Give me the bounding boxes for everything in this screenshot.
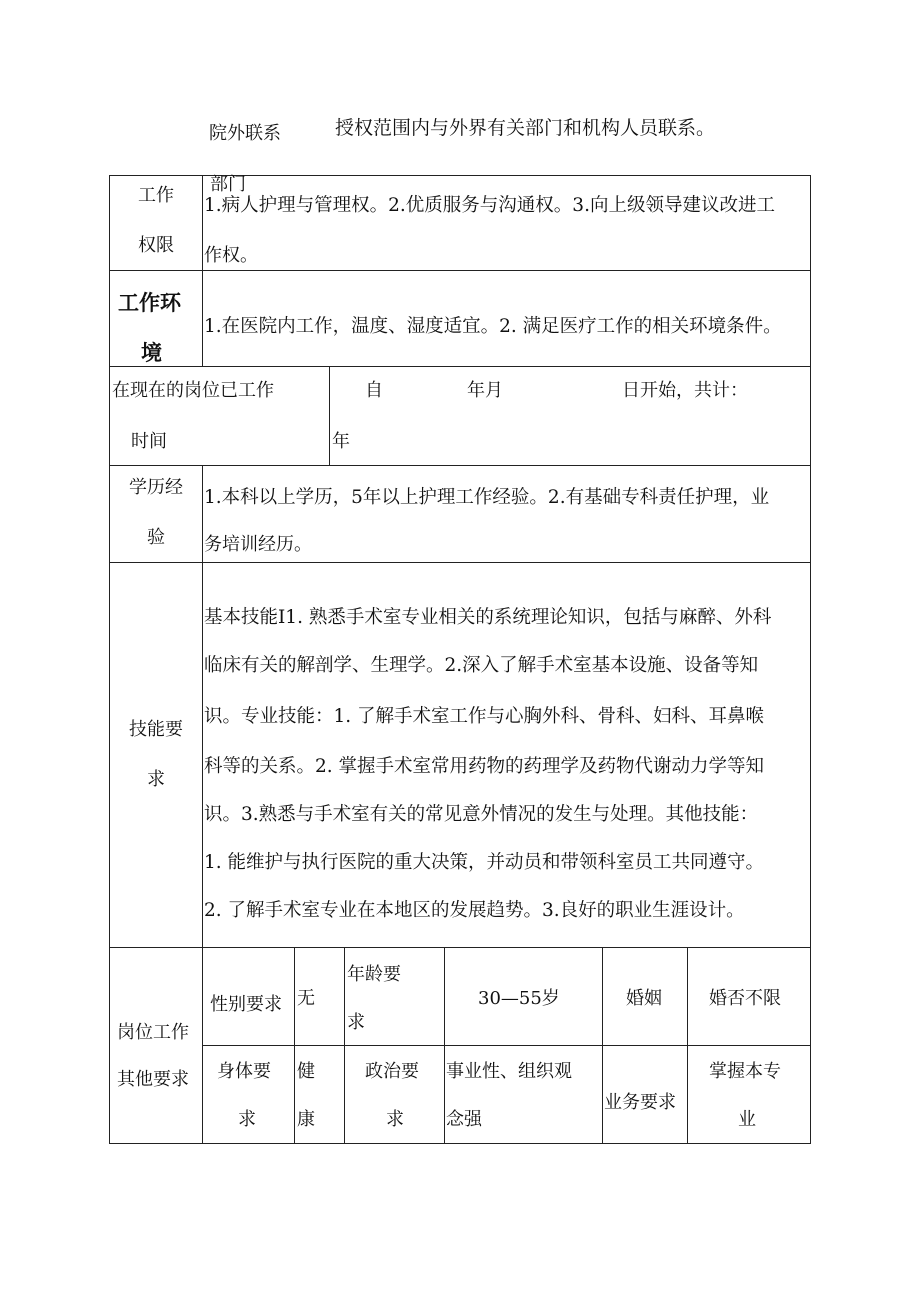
education-line-2: 务培训经历。 — [204, 534, 312, 555]
other-label-2: 其他要求 — [117, 1069, 189, 1090]
gender-label: 性别要求 — [210, 994, 282, 1015]
skills-line: 1. 能维护与执行医院的重大决策，并动员和带领科室员工共同遵守。 — [204, 852, 765, 873]
skills-line: 识。专业技能：1. 了解手术室工作与心胸外科、骨科、妇科、耳鼻喉 — [204, 706, 765, 727]
contact-text: 授权范围内与外界有关部门和机构人员联系。 — [335, 117, 716, 139]
marriage-label: 婚姻 — [626, 988, 662, 1009]
marriage-value: 婚否不限 — [709, 988, 781, 1009]
other-label-1: 岗位工作 — [117, 1022, 189, 1043]
politics-value-1: 事业性、组织观 — [446, 1061, 572, 1082]
permissions-line-1: 1.病人护理与管理权。2.优质服务与沟通权。3.向上级领导建议改进工 — [204, 195, 775, 216]
skills-label-1: 技能要 — [129, 719, 183, 740]
tenure-from: 自 — [365, 380, 383, 401]
permissions-label-2: 权限 — [138, 235, 174, 256]
tenure-year: 年 — [332, 431, 350, 452]
skills-line: 基本技能I1. 熟悉手术室专业相关的系统理论知识，包括与麻醉、外科 — [204, 607, 772, 628]
politics-label-1: 政治要 — [365, 1061, 419, 1082]
politics-label-2: 求 — [386, 1109, 404, 1130]
education-label-2: 验 — [147, 527, 165, 548]
tenure-label-1: 在现在的岗位已工作 — [112, 380, 274, 401]
permissions-line-2: 作权。 — [204, 245, 258, 266]
business-value-2: 业 — [738, 1109, 756, 1130]
education-line-1: 1.本科以上学历，5年以上护理工作经验。2.有基础专科责任护理，业 — [204, 487, 770, 508]
age-label-1: 年龄要 — [347, 964, 401, 985]
tenure-label-2: 时间 — [131, 431, 167, 452]
age-value: 30—55岁 — [478, 988, 560, 1009]
body-value-2: 康 — [297, 1109, 315, 1130]
body-label-1: 身体要 — [217, 1061, 271, 1082]
business-label: 业务要求 — [604, 1092, 676, 1113]
politics-value-2: 念强 — [446, 1109, 482, 1130]
contact-label: 院外联系 — [209, 123, 281, 144]
body-value-1: 健 — [297, 1061, 315, 1082]
gender-value: 无 — [297, 988, 315, 1009]
environment-label-1: 工作环 — [118, 290, 181, 315]
permissions-label-1: 工作 — [138, 185, 174, 206]
business-value-1: 掌握本专 — [709, 1061, 781, 1082]
body-label-2: 求 — [238, 1109, 256, 1130]
skills-line: 科等的关系。2. 掌握手术室常用药物的药理学及药物代谢动力学等知 — [204, 756, 765, 777]
permissions-fragment: 部门 — [210, 174, 246, 195]
skills-line: 2. 了解手术室专业在本地区的发展趋势。3.良好的职业生涯设计。 — [204, 900, 745, 921]
skills-line: 识。3.熟悉与手术室有关的常见意外情况的发生与处理。其他技能： — [204, 804, 759, 825]
education-label-1: 学历经 — [129, 477, 183, 498]
age-label-2: 求 — [347, 1012, 365, 1033]
environment-text: 1.在医院内工作，温度、湿度适宜。2. 满足医疗工作的相关环境条件。 — [204, 316, 782, 337]
tenure-day-start: 日开始，共计： — [622, 380, 748, 401]
tenure-year-month: 年月 — [467, 380, 503, 401]
environment-label-2: 境 — [141, 340, 162, 365]
skills-label-2: 求 — [147, 769, 165, 790]
skills-line: 临床有关的解剖学、生理学。2.深入了解手术室基本设施、设备等知 — [204, 655, 759, 676]
